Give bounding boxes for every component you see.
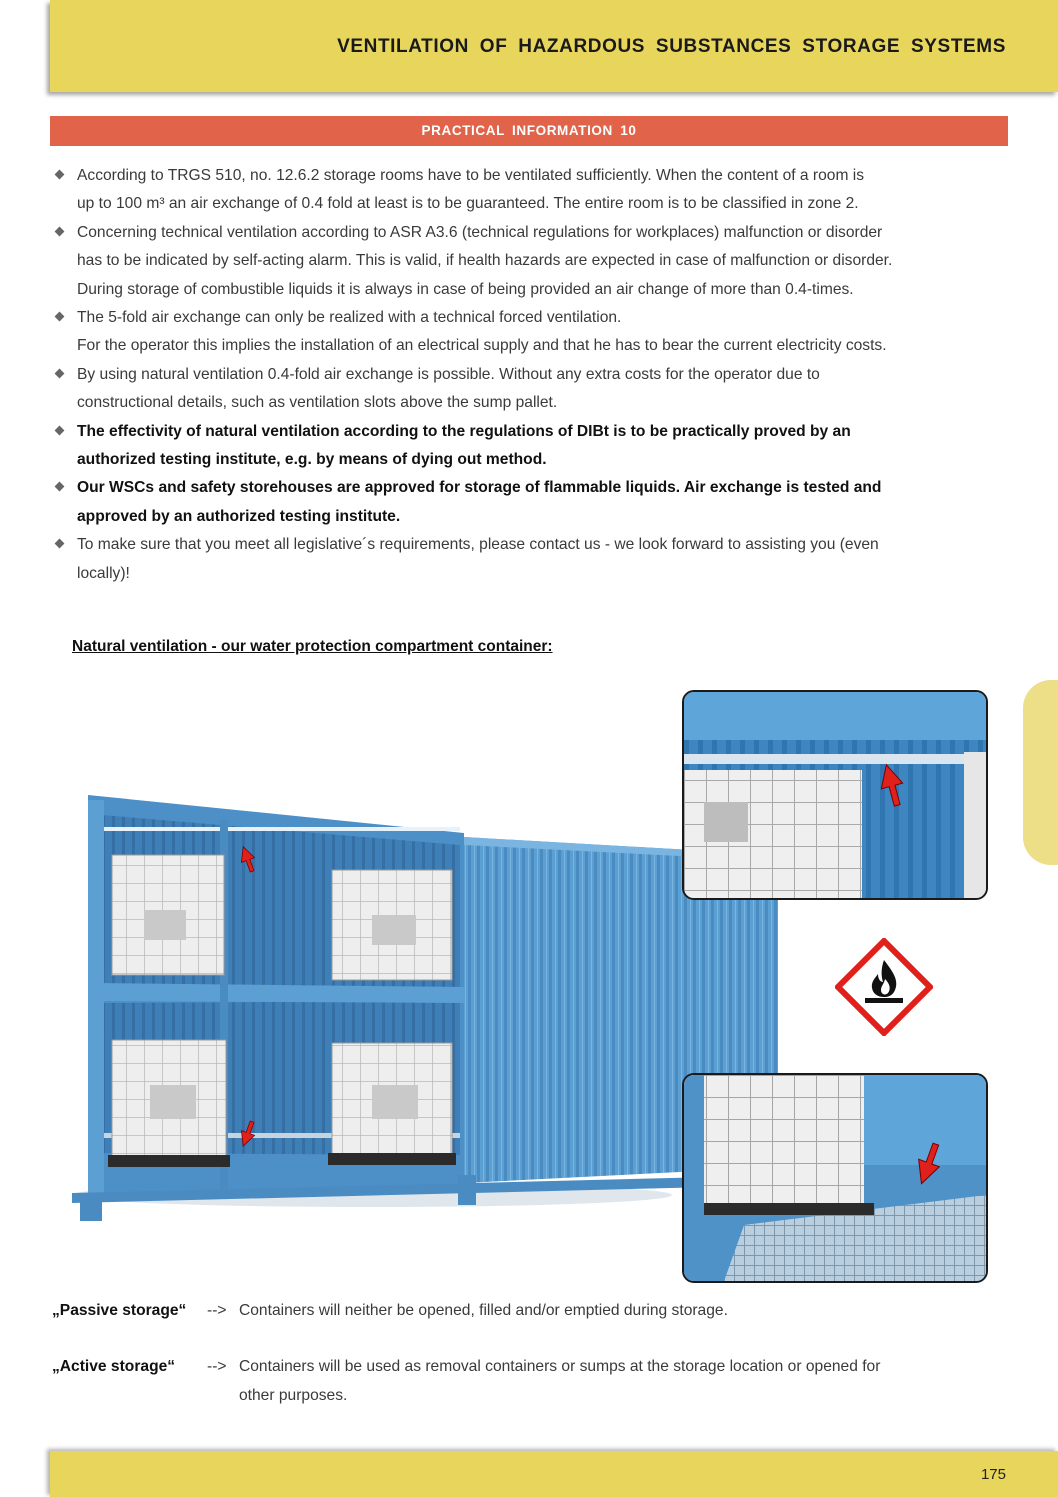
bullet-line: Our WSCs and safety storehouses are approved for storage of flammable liquids. Air exchange is tested and (77, 479, 882, 497)
storage-term: „Active storage“ (52, 1358, 176, 1375)
list-item (50, 162, 1010, 219)
bullet-diamond-icon (55, 425, 65, 435)
bullet-line: Concerning technical ventilation according to ASR A3.6 (technical regulations for workplaces) malfunction or disorder (77, 223, 883, 241)
side-tab (1023, 680, 1058, 865)
bullet-list (50, 162, 1010, 588)
page-title: VENTILATION OF HAZARDOUS SUBSTANCES STORAGE SYSTEMS (337, 36, 1006, 57)
bullet-line: approved by an authorized testing institute. (77, 507, 401, 525)
bullet-diamond-icon (55, 482, 65, 492)
page-number: 175 (980, 1466, 1006, 1483)
bullet-line: The effectivity of natural ventilation according to the regulations of DIBt is to be practically proved by an (77, 422, 851, 440)
bullet-line: constructional details, such as ventilation slots above the sump pallet. (77, 394, 558, 412)
bullet-diamond-icon (55, 170, 65, 180)
bullet-diamond-icon (55, 226, 65, 236)
container-photo (72, 775, 784, 1225)
list-item (50, 304, 1010, 361)
bullet-line: For the operator this implies the installation of an electrical supply and that he has to bear the current electricity costs. (77, 337, 887, 355)
bullet-line: authorized testing institute, e.g. by means of dying out method. (77, 451, 547, 469)
flammable-hazard-icon (835, 938, 933, 1036)
bullet-line: locally)! (77, 564, 130, 582)
section-subheading: Natural ventilation - our water protection compartment container: (72, 638, 553, 655)
inset-photo-top-vent (682, 690, 988, 900)
bullet-line: To make sure that you meet all legislative´s requirements, please contact us - we look forward to assisting you (even (77, 536, 879, 554)
storage-term: „Passive storage“ (52, 1302, 187, 1319)
bullet-diamond-icon (55, 368, 65, 378)
section-title: PRACTICAL INFORMATION 10 (421, 123, 637, 138)
list-item (50, 361, 1010, 418)
bullet-line: According to TRGS 510, no. 12.6.2 storage rooms have to be ventilated sufficiently. When the content of a room is (77, 167, 865, 184)
storage-arrow: --> (207, 1358, 227, 1375)
storage-description: Containers will neither be opened, filled and/or emptied during storage. (239, 1302, 728, 1319)
bullet-line: By using natural ventilation 0.4-fold air exchange is possible. Without any extra costs for the operator due to (77, 365, 820, 383)
page-header (50, 0, 1058, 92)
bullet-line: up to 100 m³ an air exchange of 0.4 fold at least is to be guaranteed. The entire room is to be classified in zone 2. (77, 195, 859, 213)
bullet-line: During storage of combustible liquids it is always in case of being provided an air change of more than 0.4-times. (77, 280, 854, 298)
list-item (50, 531, 1010, 588)
inset-photo-bottom-vent (682, 1073, 988, 1283)
list-item (50, 418, 1010, 475)
page-footer (50, 1451, 1058, 1497)
bullet-diamond-icon (55, 539, 65, 549)
storage-description: Containers will be used as removal containers or sumps at the storage location or opened for other purposes. (239, 1358, 881, 1404)
section-banner (50, 116, 1008, 146)
list-item (50, 474, 1010, 531)
list-item (50, 219, 1010, 304)
bullet-line: has to be indicated by self-acting alarm. This is valid, if health hazards are expected in case of malfunction or disorder. (77, 252, 893, 270)
storage-arrow: --> (207, 1302, 227, 1319)
bullet-diamond-icon (55, 312, 65, 322)
bullet-line: The 5-fold air exchange can only be realized with a technical forced ventilation. (77, 309, 622, 327)
